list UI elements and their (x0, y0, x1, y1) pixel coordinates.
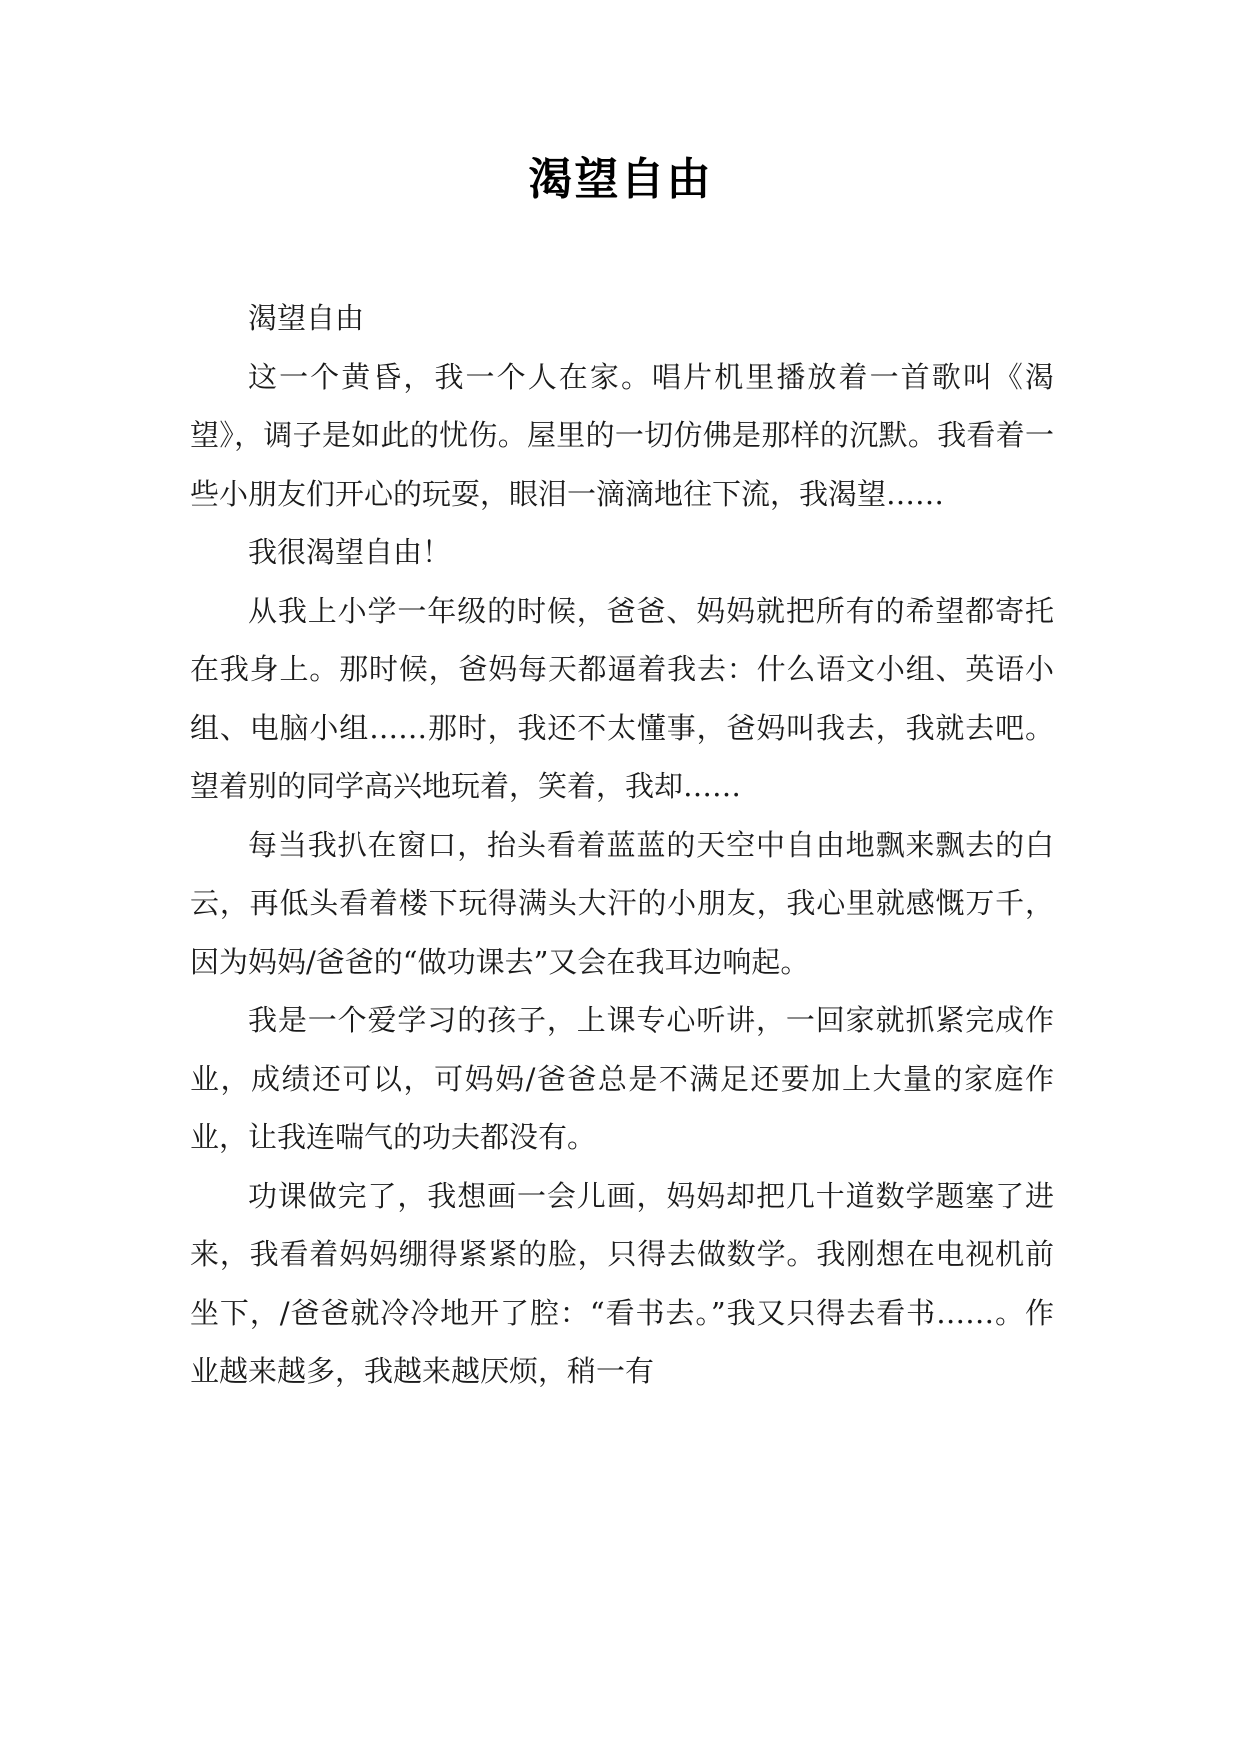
document-title: 渴望自由 (528, 154, 713, 205)
paragraph: 我很渴望自由！ (248, 535, 452, 569)
paragraph: 我是一个爱学习的孩子，上课专心听讲，一回家就抓紧完成作业，成绩还可以，可妈妈/爸爸总是不满足还要加上大量的家庭作业，让我连喘气的功夫都没有。 (190, 1003, 1054, 1154)
paragraph-heading: 渴望自由 (248, 301, 365, 335)
paragraph: 这一个黄昏，我一个人在家。唱片机里播放着一首歌叫《渴望》，调子是如此的忧伤。屋里的一切仿佛是那样的沉默。我看着一些小朋友们开心的玩耍，眼泪一滴滴地往下流，我渴望…… (190, 359, 1054, 511)
paragraph: 从我上小学一年级的时候，爸爸、妈妈就把所有的希望都寄托在我身上。那时候，爸妈每天都逼着我去：什么语文小组、英语小组、电脑小组……那时，我还不太懂事，爸妈叫我去，我就去吧。望着别的同学高兴地玩着，笑着，我却…… (190, 593, 1054, 803)
document-body (190, 289, 1054, 1401)
paragraph: 功课做完了，我想画一会儿画，妈妈却把几十道数学题塞了进来，我看着妈妈绷得紧紧的脸，只得去做数学。我刚想在电视机前坐下，/爸爸就冷冷地开了腔：“看书去。”我又只得去看书……。作业越来越多，我越来越厌烦，稍一有 (190, 1178, 1054, 1388)
paragraph: 每当我扒在窗口，抬头看着蓝蓝的天空中自由地飘来飘去的白云，再低头看着楼下玩得满头大汗的小朋友，我心里就感慨万千，因为妈妈/爸爸的“做功课去”又会在我耳边响起。 (190, 827, 1054, 979)
